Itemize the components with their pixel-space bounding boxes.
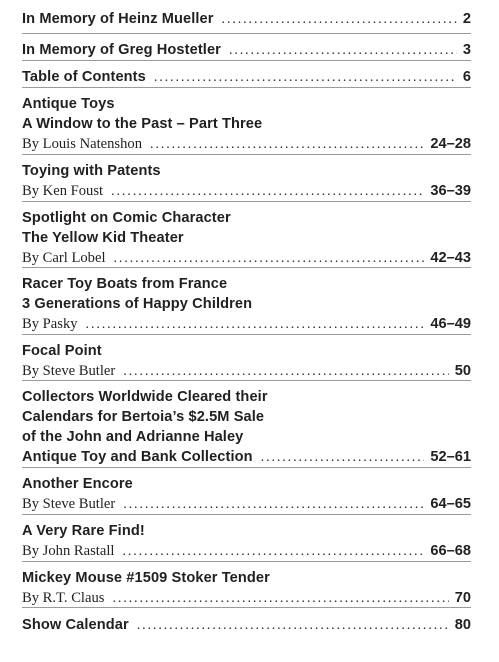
dot-leader xyxy=(123,497,424,513)
toc-entry[interactable] xyxy=(22,268,471,335)
toc-entry-title: Toying with Patents xyxy=(22,163,161,179)
toc-entry-row xyxy=(22,447,471,467)
toc-entry[interactable] xyxy=(22,34,471,61)
toc-entry-pages: 52–61 xyxy=(430,449,471,465)
toc-entry[interactable] xyxy=(22,381,471,468)
toc-entry-title: Show Calendar xyxy=(22,617,129,633)
toc-entry-title: A Window to the Past – Part Three xyxy=(22,116,263,132)
toc-entry-title: Spotlight on Comic Character xyxy=(22,210,231,226)
toc-entry-pages: 42–43 xyxy=(430,250,471,266)
dot-leader xyxy=(123,364,449,380)
toc-entry[interactable] xyxy=(22,562,471,608)
toc-entry-row xyxy=(22,67,471,87)
toc-entry-row xyxy=(22,9,471,29)
toc-entry-row xyxy=(22,541,471,561)
toc-entry-pages: 50 xyxy=(454,363,471,379)
toc-entry-row xyxy=(22,40,471,60)
toc-entry-pages: 24–28 xyxy=(430,136,471,152)
dot-leader xyxy=(122,544,424,560)
toc-entry-row xyxy=(22,181,471,201)
toc-entry[interactable] xyxy=(22,468,471,515)
dot-leader xyxy=(154,70,457,86)
toc-entry-pages: 6 xyxy=(462,69,471,85)
toc-entry-row xyxy=(22,248,471,268)
toc-entry-pages: 80 xyxy=(454,617,471,633)
toc-entry-title: of the John and Adrianne Haley xyxy=(22,429,244,445)
toc-entry-pages: 66–68 xyxy=(430,543,471,559)
toc-entry-row xyxy=(22,134,471,154)
toc-entry-byline: By Ken Foust xyxy=(22,183,104,199)
toc-entry-title: Another Encore xyxy=(22,476,133,492)
toc-entry-title: Mickey Mouse #1509 Stoker Tender xyxy=(22,570,270,586)
dot-leader xyxy=(111,184,424,200)
toc-entry-title: Collectors Worldwide Cleared their xyxy=(22,389,268,405)
toc-entry[interactable] xyxy=(22,0,471,34)
toc-entry-pages: 46–49 xyxy=(430,316,471,332)
toc-entry-byline: By Steve Butler xyxy=(22,496,116,512)
toc-entry-byline: By R.T. Claus xyxy=(22,590,105,606)
toc-entry-byline: By Louis Natenshon xyxy=(22,136,142,152)
toc-entry-title: The Yellow Kid Theater xyxy=(22,230,184,246)
toc-entry-pages: 64–65 xyxy=(430,496,471,512)
toc-entry-row xyxy=(22,494,471,514)
dot-leader xyxy=(137,618,449,634)
toc-entry-row xyxy=(22,361,471,381)
toc-entry-byline: By Carl Lobel xyxy=(22,250,106,266)
toc-entry[interactable] xyxy=(22,61,471,88)
toc-entry[interactable] xyxy=(22,335,471,381)
toc-entry-title: A Very Rare Find! xyxy=(22,523,145,539)
toc-entry-pages: 36–39 xyxy=(430,183,471,199)
toc-entry-title: Focal Point xyxy=(22,343,102,359)
toc-entry[interactable] xyxy=(22,515,471,562)
toc-entry-title: Antique Toys xyxy=(22,96,115,112)
toc-entry-pages: 70 xyxy=(454,590,471,606)
toc-entry-byline: By Pasky xyxy=(22,316,78,332)
toc-entry-byline: By Steve Butler xyxy=(22,363,116,379)
toc-entry-title: Calendars for Bertoia’s $2.5M Sale xyxy=(22,409,265,425)
toc-entry[interactable] xyxy=(22,202,471,268)
toc-entry-title: Antique Toy and Bank Collection xyxy=(22,449,253,465)
toc-entry[interactable] xyxy=(22,88,471,155)
toc-entry-row xyxy=(22,588,471,608)
toc-entry[interactable] xyxy=(22,155,471,202)
toc-entry-title: In Memory of Heinz Mueller xyxy=(22,11,214,27)
dot-leader xyxy=(229,43,457,59)
dot-leader xyxy=(112,591,448,607)
toc-entry-pages: 2 xyxy=(462,11,471,27)
toc-entry[interactable] xyxy=(22,608,471,638)
toc-entry-byline: By John Rastall xyxy=(22,543,115,559)
toc-entry-title: 3 Generations of Happy Children xyxy=(22,296,253,312)
table-of-contents xyxy=(22,0,471,638)
dot-leader xyxy=(150,137,424,153)
toc-entry-title: Table of Contents xyxy=(22,69,146,85)
dot-leader xyxy=(86,317,425,333)
dot-leader xyxy=(114,251,425,267)
toc-entry-title: In Memory of Greg Hostetler xyxy=(22,42,221,58)
dot-leader xyxy=(261,450,425,466)
toc-entry-title: Racer Toy Boats from France xyxy=(22,276,228,292)
dot-leader xyxy=(222,12,457,28)
toc-entry-row xyxy=(22,615,471,635)
toc-entry-row xyxy=(22,314,471,334)
toc-entry-pages: 3 xyxy=(462,42,471,58)
